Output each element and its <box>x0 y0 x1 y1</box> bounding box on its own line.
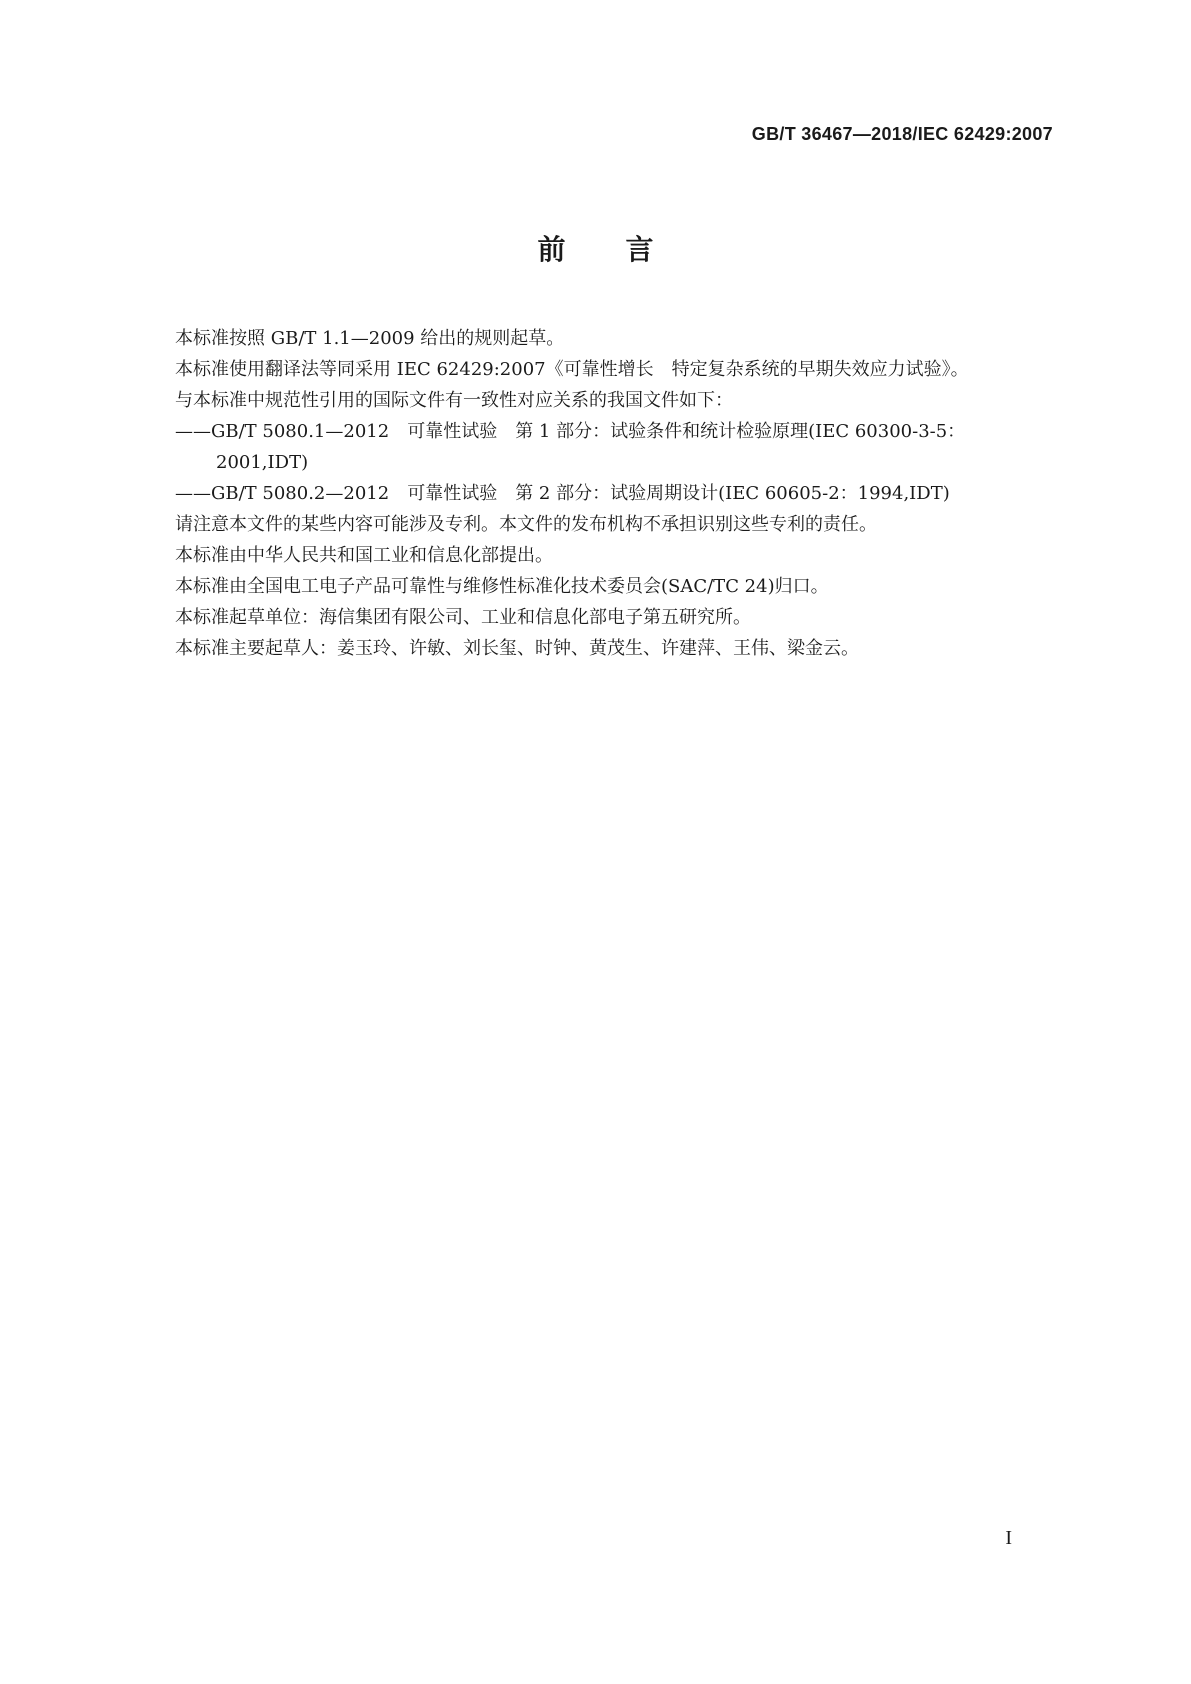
paragraph-proposer: 本标准由中华人民共和国工业和信息化部提出。 <box>175 545 553 566</box>
reference-item-1: ——GB/T 5080.1—2012 可靠性试验 第 1 部分：试验条件和统计检验原理(IEC 60300-3-5： <box>175 421 966 442</box>
paragraph-drafting-rules: 本标准按照 GB/T 1.1—2009 给出的规则起草。 <box>175 328 565 349</box>
reference-item-2: ——GB/T 5080.2—2012 可靠性试验 第 2 部分：试验周期设计(IEC 60605-2：1994,IDT) <box>175 483 950 504</box>
paragraph-adoption: 本标准使用翻译法等同采用 IEC 62429:2007《可靠性增长 特定复杂系统的早期失效应力试验》。 <box>175 359 969 380</box>
preface-body <box>175 323 1055 664</box>
page-number: I <box>1005 1527 1012 1549</box>
page-title: 前言 <box>537 233 714 266</box>
paragraph-technical-committee: 本标准由全国电工电子产品可靠性与维修性标准化技术委员会(SAC/TC 24)归口。 <box>175 576 829 597</box>
paragraph-patent-notice: 请注意本文件的某些内容可能涉及专利。本文件的发布机构不承担识别这些专利的责任。 <box>175 514 877 535</box>
standard-code: GB/T 36467—2018/IEC 62429:2007 <box>751 124 1053 144</box>
paragraph-drafting-units: 本标准起草单位：海信集团有限公司、工业和信息化部电子第五研究所。 <box>175 607 751 628</box>
paragraph-drafters: 本标准主要起草人：姜玉玲、许敏、刘长玺、时钟、黄茂生、许建萍、王伟、梁金云。 <box>175 638 859 659</box>
reference-item-1-continuation: 2001,IDT) <box>216 452 309 473</box>
paragraph-correspondence-intro: 与本标准中规范性引用的国际文件有一致性对应关系的我国文件如下： <box>175 390 733 411</box>
